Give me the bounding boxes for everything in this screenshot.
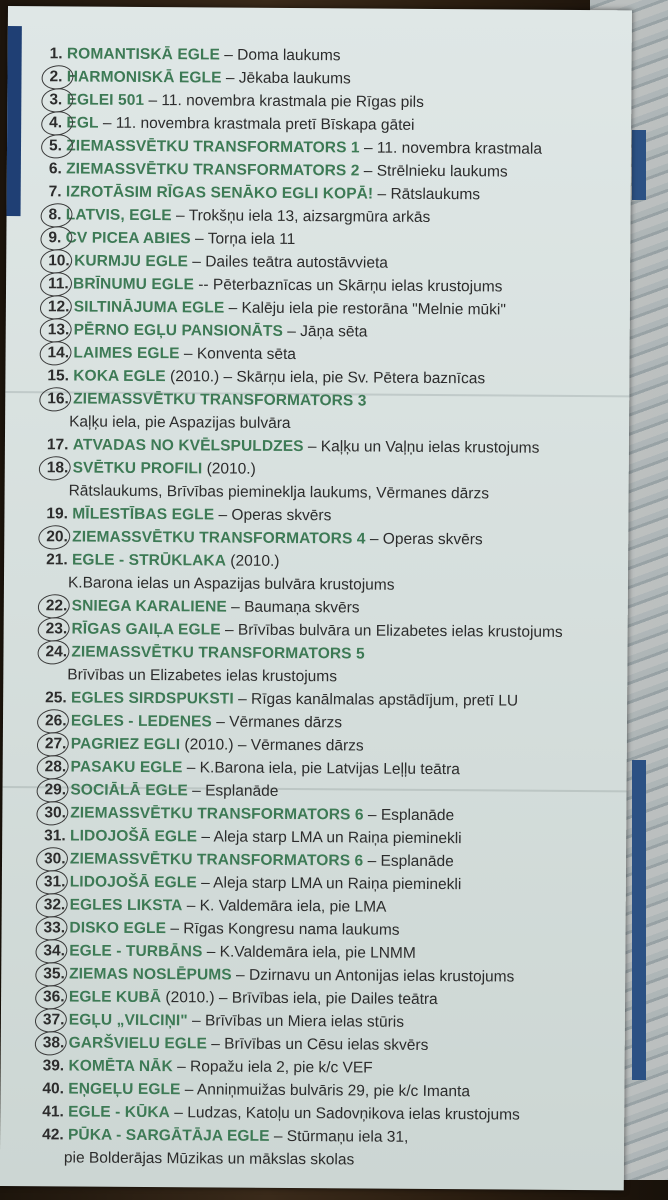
entry-number: 12. — [47, 298, 70, 316]
tree-location: Operas skvērs — [231, 506, 332, 525]
tree-name: EGLE - STRŪKLAKA — [71, 551, 227, 570]
separator: – — [187, 253, 206, 271]
entry-number: 13. — [47, 321, 70, 339]
tree-location: Rātslaukums — [390, 185, 481, 204]
entry-number: 16. — [47, 390, 69, 408]
tree-location-continued: Kaļķu iela, pie Aspazijas bulvāra — [69, 413, 291, 432]
separator: – — [359, 139, 377, 157]
tree-name: EGLEI 501 — [66, 91, 145, 109]
entry-number: 31. — [43, 873, 66, 891]
entry-number: 6. — [48, 160, 62, 178]
tree-year: (2010.) — [165, 368, 220, 386]
tree-name: DISKO EGLE — [69, 919, 167, 938]
separator: – — [214, 506, 232, 524]
tree-name: ZIEMASSVĒTKU TRANSFORMATORS 5 — [71, 643, 365, 663]
entry-number: 4. — [49, 114, 63, 132]
tree-name: ZIEMASSVĒTKU TRANSFORMATORS 6 — [70, 804, 364, 824]
tree-name: EGL — [66, 114, 99, 132]
entry-number: 15. — [47, 367, 70, 385]
tree-location: 11. novembra krastmala — [376, 139, 543, 158]
tree-name: MĪLESTĪBAS EGLE — [72, 505, 215, 524]
entry-number: 8. — [48, 206, 62, 224]
entry-number: 21. — [46, 551, 68, 569]
tree-name: SOCIĀLĀ EGLE — [70, 781, 188, 800]
entry-number: 41. — [42, 1103, 64, 1121]
tree-location: Brīvības un Miera ielas stūris — [204, 1012, 405, 1031]
tree-location: Konventa sēta — [196, 345, 297, 364]
tree-name: LATVIS, EGLE — [65, 206, 172, 225]
tree-location: K.Valdemāra iela, pie LNMM — [219, 943, 416, 962]
separator: – — [363, 806, 381, 824]
separator: – — [182, 759, 200, 777]
tree-name: EGLES - LEDENES — [70, 712, 212, 731]
tree-name: EGLE - TURBĀNS — [69, 942, 203, 961]
tree-location: 11. novembra krastmala pie Rīgas pils — [161, 92, 424, 111]
separator: – — [365, 530, 383, 548]
leaflet-blue-tab — [7, 26, 22, 216]
tree-name: SVĒTKU PROFILI — [72, 459, 203, 478]
separator: – — [206, 1035, 225, 1053]
tree-name: LAIMES EGLE — [73, 344, 180, 363]
separator: – — [214, 989, 232, 1007]
tree-location: Rīgas Kongresu nama laukums — [183, 920, 400, 939]
tree-location: Vērmanes dārzs — [250, 736, 364, 755]
list-item — [45, 640, 605, 690]
christmas-tree-list — [42, 42, 610, 1173]
tree-name: ROMANTISKĀ EGLE — [66, 45, 221, 64]
tree-location: Operas skvērs — [382, 530, 483, 549]
entry-number: 30. — [44, 804, 66, 822]
separator: – — [144, 91, 162, 110]
separator: – — [196, 874, 214, 892]
tree-name: CV PICEA ABIES — [65, 229, 191, 248]
list-item — [42, 1123, 602, 1173]
tree-year: (2010.) — [180, 736, 234, 754]
entry-number: 29. — [44, 781, 67, 799]
entry-number: 23. — [45, 620, 68, 638]
tree-name: EGLE - KŪKA — [68, 1103, 171, 1122]
tree-location: Dailes teātra autostāvvieta — [205, 253, 388, 272]
tree-location-continued: Brīvības un Elizabetes ielas krustojums — [67, 666, 338, 686]
tree-location: K. Valdemāra iela, pie LMA — [199, 897, 387, 916]
tree-location: Jēkaba laukums — [238, 69, 351, 88]
entry-number: 1. — [49, 45, 63, 63]
tree-name: RĪGAS GAIĻA EGLE — [71, 620, 221, 639]
separator: – — [224, 299, 242, 317]
tree-name: PAGRIEZ EGLI — [70, 735, 181, 754]
entry-number: 27. — [44, 735, 67, 753]
separator: – — [233, 690, 252, 708]
map-blue-marking — [632, 130, 646, 200]
entry-number: 3. — [49, 91, 63, 109]
separator: – — [221, 69, 239, 87]
tree-location: Skārņu iela, pie Sv. Pētera baznīcas — [236, 368, 486, 388]
tree-location: Brīvības bulvāra un Elizabetes ielas krustojums — [237, 621, 563, 641]
separator: – — [179, 345, 197, 363]
tree-name: PASAKU EGLE — [70, 758, 183, 777]
separator: – — [363, 852, 381, 870]
entry-number: 11. — [48, 275, 69, 293]
entry-number: 5. — [48, 137, 63, 155]
tree-location: Stūrmaņu iela 31, — [286, 1127, 409, 1146]
tree-name: KURMJU EGLE — [74, 252, 189, 271]
tree-location: Brīvības iela, pie Dailes teātra — [231, 989, 438, 1009]
tree-name: KOKA EGLE — [73, 367, 166, 386]
entry-number: 20. — [46, 528, 68, 546]
separator: – — [171, 207, 189, 225]
entry-number: 31. — [44, 827, 66, 845]
separator: – — [373, 185, 391, 203]
list-item — [47, 387, 607, 437]
tree-name: LIDOJOŠĀ EGLE — [69, 873, 197, 892]
tree-name: ZIEMAS NOSLĒPUMS — [69, 965, 232, 984]
tree-name: IZROTĀSIM RĪGAS SENĀKO EGLI KOPĀ! — [65, 183, 374, 203]
tree-name: ZIEMASSVĒTKU TRANSFORMATORS 4 — [72, 528, 366, 548]
tree-location: Aleja starp LMA un Raiņa pieminekli — [213, 828, 462, 848]
tree-name: HARMONISKĀ EGLE — [66, 68, 222, 87]
separator: -- — [193, 276, 213, 294]
tree-location: Trokšņu iela 13, aizsargmūra arkās — [188, 207, 431, 226]
tree-location: Pēterbaznīcas un Skārņu ielas krustojums — [212, 276, 503, 296]
entry-number: 37. — [42, 1011, 65, 1029]
entry-number: 36. — [43, 988, 65, 1006]
tree-location: K.Barona iela, pie Latvijas Leļļu teātra — [199, 759, 460, 779]
tree-name: EGLE KUBĀ — [68, 988, 162, 1007]
tree-location: Brīvības un Cēsu ielas skvērs — [224, 1035, 429, 1054]
tree-location: Vērmanes dārzs — [229, 713, 343, 732]
tree-location: 11. novembra krastmala pretī Bīskapa gātei — [115, 114, 415, 134]
tree-name: PŪKA - SARGĀTĀJA EGLE — [67, 1126, 270, 1145]
separator: – — [233, 736, 251, 754]
separator: – — [187, 782, 206, 800]
tree-location: Strēlnieku laukums — [376, 162, 508, 181]
separator: – — [220, 621, 238, 639]
separator: – — [98, 114, 116, 132]
tree-location: Ludzas, Katoļu un Sadovņikova ielas krustojums — [187, 1104, 520, 1124]
entry-number: 33. — [43, 919, 66, 937]
entry-number: 39. — [42, 1057, 65, 1075]
tree-name: LIDOJOŠĀ EGLE — [70, 827, 198, 846]
separator: – — [165, 920, 184, 938]
tree-name: EŅGEĻU EGLE — [68, 1080, 181, 1099]
separator: – — [169, 1104, 188, 1122]
entry-number: 14. — [47, 344, 70, 362]
separator: – — [219, 46, 238, 64]
separator: – — [202, 943, 220, 961]
entry-number: 10. — [48, 252, 70, 270]
separator: – — [187, 1012, 206, 1030]
tree-location: Kaļķu un Vaļņu ielas krustojums — [320, 438, 540, 457]
separator: – — [180, 1081, 197, 1099]
map-blue-marking — [632, 760, 646, 1080]
tree-name: ZIEMASSVĒTKU TRANSFORMATORS 3 — [73, 390, 367, 410]
tree-year: (2010.) — [225, 552, 280, 570]
tree-name: KOMĒTA NĀK — [68, 1057, 173, 1076]
tree-name: PĒRNO EGĻU PANSIONĀTS — [73, 321, 284, 340]
entry-number: 19. — [46, 505, 69, 523]
tree-name: ATVADAS NO KVĒLSPULDZES — [72, 436, 304, 456]
tree-name: GARŠVIELU EGLE — [68, 1034, 208, 1053]
entry-number: 38. — [42, 1034, 65, 1052]
entry-number: 22. — [45, 597, 68, 615]
tree-location: Dzirnavu un Antonijas ielas krustojums — [248, 966, 515, 986]
tree-location: Anniņmuižas bulvāris 29, pie k/c Imanta — [196, 1081, 471, 1101]
separator: – — [190, 230, 208, 248]
entry-number: 17. — [46, 436, 69, 454]
entry-number: 25. — [45, 689, 67, 707]
separator: – — [231, 966, 250, 984]
tree-location: Rīgas kanālmalas apstādījum, pretī LU — [250, 690, 519, 710]
entry-number: 24. — [45, 643, 68, 661]
separator: – — [226, 598, 245, 616]
list-item — [47, 456, 607, 506]
separator: – — [359, 162, 377, 180]
tree-location: Esplanāde — [380, 806, 455, 825]
tree-location: Esplanāde — [380, 852, 454, 871]
tree-name: BRĪNUMU EGLE — [73, 275, 195, 294]
tree-name: EGĻU „VILCIŅI" — [68, 1011, 188, 1030]
entry-number: 2. — [49, 68, 63, 86]
leaflet-paper — [0, 6, 632, 1190]
separator: – — [219, 368, 237, 386]
entry-number: 9. — [48, 229, 62, 247]
tree-name: ZIEMASSVĒTKU TRANSFORMATORS 2 — [66, 160, 360, 180]
tree-location: Torņa iela 11 — [207, 230, 296, 249]
entry-number: 32. — [43, 896, 66, 914]
tree-location-continued: pie Bolderājas Mūzikas un mākslas skolas — [63, 1149, 355, 1169]
tree-location: Aleja starp LMA un Raiņa pieminekli — [213, 874, 462, 894]
separator: – — [269, 1127, 287, 1145]
separator: – — [182, 897, 200, 915]
tree-name: EGLES LIKSTA — [69, 896, 183, 915]
list-item — [46, 548, 606, 598]
entry-number: 28. — [44, 758, 67, 776]
tree-name: EGLES SIRDSPUKSTI — [70, 689, 234, 708]
tree-location: Esplanāde — [205, 782, 279, 800]
tree-location: Jāņa sēta — [300, 323, 368, 341]
tree-location: Baumaņa skvērs — [244, 598, 360, 617]
entry-number: 42. — [42, 1126, 64, 1144]
separator: – — [282, 322, 301, 341]
tree-year: (2010.) — [161, 989, 215, 1007]
tree-location: Ropažu iela 2, pie k/c VEF — [189, 1058, 373, 1077]
tree-year: (2010.) — [202, 460, 256, 478]
tree-location-continued: K.Barona ielas un Aspazijas bulvāra krustojums — [67, 574, 395, 594]
entry-number: 34. — [43, 942, 66, 960]
entry-number: 26. — [44, 712, 67, 730]
tree-name: ZIEMASSVĒTKU TRANSFORMATORS 6 — [69, 850, 364, 870]
entry-number: 40. — [42, 1080, 65, 1098]
tree-location-continued: Rātslaukums, Brīvības piemineklja laukums, Vērmanes dārzs — [68, 482, 490, 503]
entry-number: 30. — [43, 850, 66, 868]
separator: – — [172, 1058, 191, 1076]
entry-number: 7. — [48, 183, 62, 201]
entry-number: 35. — [43, 965, 65, 983]
tree-name: ZIEMASSVĒTKU TRANSFORMATORS 1 — [66, 137, 360, 157]
tree-name: SNIEGA KARALIENE — [71, 597, 227, 616]
entry-number: 18. — [46, 459, 69, 477]
separator: – — [303, 438, 321, 456]
separator: – — [211, 713, 230, 731]
tree-location: Kalēju iela pie restorāna "Melnie mūki" — [241, 299, 506, 319]
tree-name: SILTINĀJUMA EGLE — [73, 298, 225, 317]
separator: – — [197, 828, 214, 846]
tree-location: Doma laukums — [237, 46, 341, 65]
